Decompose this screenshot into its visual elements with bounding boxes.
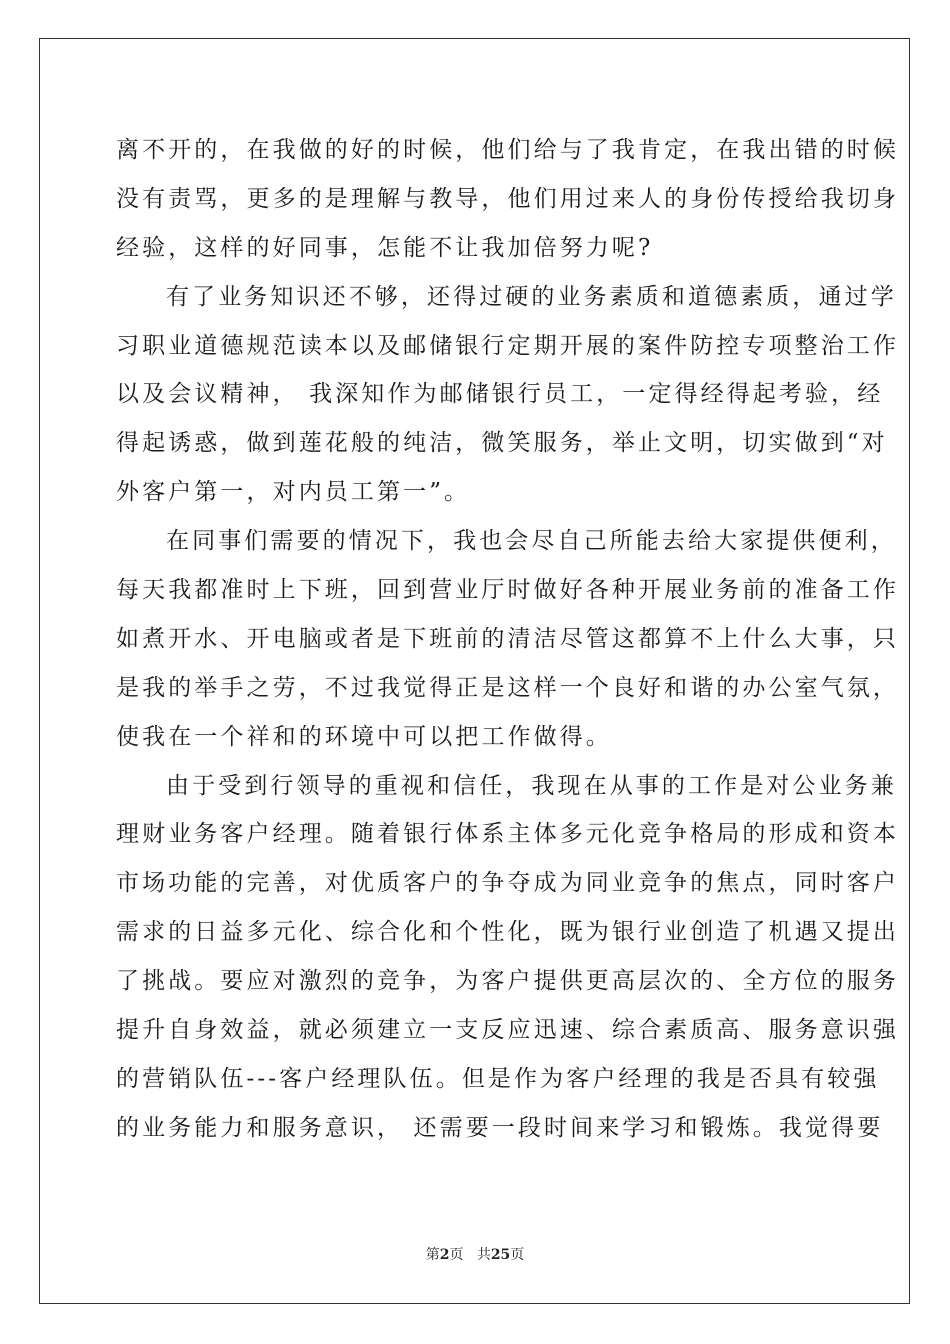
text-line: 的营销队伍---客户经理队伍。但是作为客户经理的我是否具有较强 xyxy=(116,1065,880,1092)
text-line: 需求的日益多元化、综合化和个性化，既为银行业创造了机遇又提出 xyxy=(116,919,899,946)
text-line: 是我的举手之劳，不过我觉得正是这样一个良好和谐的办公室气氛， xyxy=(116,674,899,701)
text-line: 每天我都准时上下班，回到营业厅时做好各种开展业务前的准备工作 xyxy=(116,577,899,604)
footer-total-suffix: 页 xyxy=(510,1247,525,1263)
text-line: 了挑战。要应对激烈的竞争，为客户提供更高层次的、全方位的服务 xyxy=(116,968,899,995)
text-line: 提升自身效益，就必须建立一支反应迅速、综合素质高、服务意识强 xyxy=(116,1017,899,1044)
document-body xyxy=(116,126,899,1153)
text-line: 市场功能的完善，对优质客户的争夺成为同业竞争的焦点，同时客户 xyxy=(116,870,899,897)
text-line: 的业务能力和服务意识， 还需要一段时间来学习和锻炼。我觉得要 xyxy=(116,1114,884,1141)
text-line: 如煮开水、开电脑或者是下班前的清洁尽管这都算不上什么大事，只 xyxy=(116,625,899,652)
text-line: 没有责骂，更多的是理解与教导，他们用过来人的身份传授给我切身 xyxy=(116,185,899,212)
footer-page-suffix: 页 xyxy=(449,1247,464,1263)
footer-total-prefix: 共 xyxy=(476,1247,491,1263)
text-line: 使我在一个祥和的环境中可以把工作做得。 xyxy=(116,723,612,750)
footer-page-number: 2 xyxy=(439,1247,450,1263)
text-line: 理财业务客户经理。随着银行体系主体多元化竞争格局的形成和资本 xyxy=(116,821,899,848)
footer-total-pages: 25 xyxy=(490,1247,511,1263)
text-line: 习职业道德规范读本以及邮储银行定期开展的案件防控专项整治工作 xyxy=(116,332,899,359)
text-line: 有了业务知识还不够，还得过硬的业务素质和道德素质，通过学 xyxy=(166,283,897,310)
text-line: 在同事们需要的情况下，我也会尽自己所能去给大家提供便利， xyxy=(166,528,897,555)
text-line: 以及会议精神， 我深知作为邮储银行员工，一定得经得起考验，经 xyxy=(116,381,884,408)
page-footer xyxy=(0,1244,950,1264)
text-line: 经验，这样的好同事，怎能不让我加倍努力呢? xyxy=(116,234,654,261)
text-line: 外客户第一，对内员工第一”。 xyxy=(116,479,471,506)
text-line: 由于受到行领导的重视和信任，我现在从事的工作是对公业务兼 xyxy=(166,772,897,799)
text-line: 离不开的，在我做的好的时候，他们给与了我肯定，在我出错的时候 xyxy=(116,137,899,163)
text-line: 得起诱惑，做到莲花般的纯洁，微笑服务，举止文明，切实做到“对 xyxy=(116,430,888,457)
footer-page-prefix: 第 xyxy=(425,1247,440,1263)
